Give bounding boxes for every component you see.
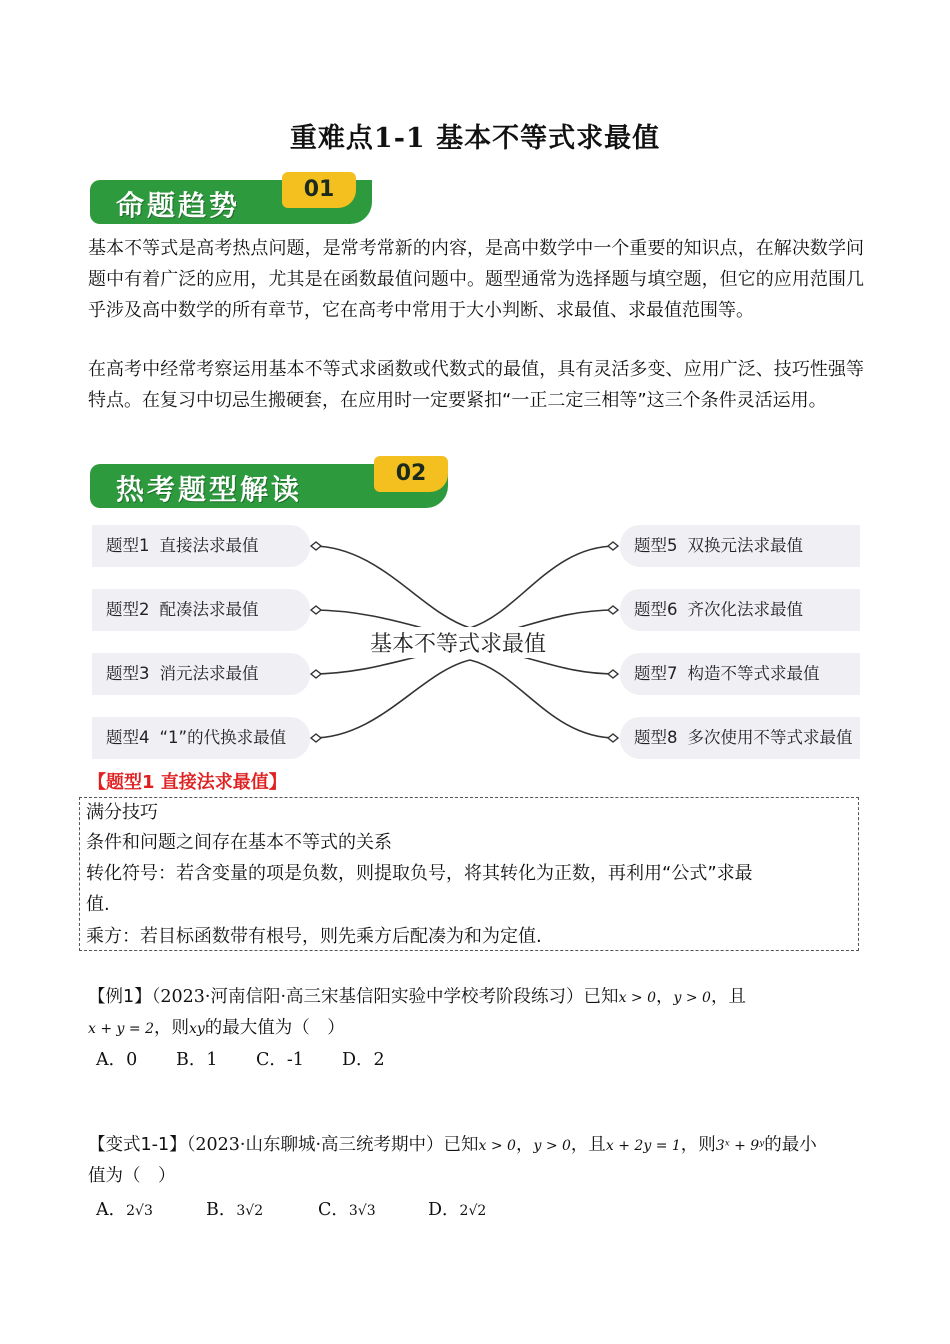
topic-number: 题型3	[106, 664, 150, 683]
math-sum-condition: x + 2y = 1	[605, 1138, 681, 1154]
separator: ，	[656, 987, 674, 1007]
section-heading: 【题型1 直接法求最值】	[88, 772, 287, 793]
math-sum-condition: x + y = 2	[88, 1021, 154, 1037]
topic-name: 配凑法求最值	[159, 600, 259, 619]
topic-3	[92, 653, 310, 695]
tip-title: 满分技巧	[86, 802, 158, 823]
topic-6	[620, 589, 860, 631]
topic-number: 题型2	[106, 600, 150, 619]
topic-name: 消元法求最值	[159, 664, 259, 683]
topic-number: 题型5	[634, 536, 678, 555]
topic-name: 双换元法求最值	[687, 536, 803, 555]
node-diamond-r2	[608, 606, 618, 614]
connector-left-1	[312, 546, 470, 628]
example-1-option-d: D．2	[342, 1050, 385, 1070]
separator: ，且	[570, 1135, 606, 1155]
variant-tag: 【变式1-1】	[88, 1135, 187, 1155]
topic-number: 题型1	[106, 536, 150, 555]
banner-label: 热考题型解读	[116, 473, 303, 506]
tip-line-2-cont: 值.	[86, 894, 110, 915]
topic-name: 多次使用不等式求最值	[687, 728, 853, 747]
example-tag: 【例1】	[88, 987, 152, 1007]
variant-option-c	[318, 1196, 376, 1221]
node-diamond-l3	[311, 670, 321, 678]
node-diamond-r1	[608, 542, 618, 550]
math-x-positive: x > 0	[618, 990, 656, 1006]
variant-option-a	[96, 1196, 153, 1221]
question-text: 的最大值为（ ）	[204, 1018, 345, 1038]
topic-7	[620, 653, 860, 695]
math-xy: xy	[188, 1021, 205, 1037]
example-1-line-2	[88, 1014, 345, 1039]
connector-right-4	[470, 660, 616, 738]
example-1-option-c: C．-1	[256, 1050, 304, 1070]
topic-number: 题型4	[106, 728, 150, 747]
separator: ，且	[710, 987, 746, 1007]
banner-number: 01	[282, 172, 356, 208]
question-text: 的最小	[764, 1135, 817, 1155]
option-label: B．	[206, 1200, 237, 1220]
node-diamond-l4	[311, 734, 321, 742]
topic-number: 题型6	[634, 600, 678, 619]
topic-name: 齐次化法求最值	[687, 600, 803, 619]
topic-number: 题型7	[634, 664, 678, 683]
option-value: 3√2	[236, 1203, 264, 1219]
banner-number: 02	[374, 456, 448, 492]
option-label: C．	[318, 1200, 349, 1220]
option-value: 3√3	[348, 1203, 376, 1219]
topic-8	[620, 717, 860, 759]
example-source: （2023·河南信阳·高三宋基信阳实验中学校考阶段练习）已知	[151, 987, 619, 1007]
variant-option-b	[206, 1196, 263, 1221]
connector-left-4	[312, 660, 470, 738]
option-label: D．	[428, 1200, 460, 1220]
variant-1-1-line-1	[88, 1131, 817, 1156]
option-value: 2√2	[459, 1203, 487, 1219]
topic-4	[92, 717, 310, 759]
question-text: ，则	[680, 1135, 716, 1155]
variant-source: （2023·山东聊城·高三统考期中）已知	[186, 1135, 479, 1155]
topic-name: 构造不等式求最值	[687, 664, 820, 683]
node-diamond-r4	[608, 734, 618, 742]
topic-5	[620, 525, 860, 567]
page-title: 重难点1-1 基本不等式求最值	[289, 123, 661, 154]
example-1-option-a: A．0	[96, 1050, 138, 1070]
topic-number: 题型8	[634, 728, 678, 747]
node-diamond-l2	[311, 606, 321, 614]
topic-name: “1”的代换求最值	[159, 728, 287, 747]
variant-1-1-line-2: 值为（ ）	[88, 1166, 176, 1186]
tip-line-2: 转化符号：若含变量的项是负数，则提取负号，将其转化为正数，再利用“公式”求最	[86, 863, 753, 884]
mindmap-center: 基本不等式求最值	[366, 627, 550, 658]
example-1-option-b: B．1	[176, 1050, 218, 1070]
question-text: ，则	[153, 1018, 189, 1038]
math-y-positive: y > 0	[673, 990, 711, 1006]
tip-line-3: 乘方：若目标函数带有根号，则先乘方后配凑为和为定值.	[86, 926, 542, 947]
topic-1	[92, 525, 310, 567]
tip-line-1: 条件和问题之间存在基本不等式的关系	[86, 832, 392, 853]
trend-paragraph-1: 基本不等式是高考热点问题，是常考常新的内容，是高中数学中一个重要的知识点，在解决数学问题中有着广泛的应用，尤其是在函数最值问题中。题型通常为选择题与填空题，但它的应用范围几乎涉及高中数学的所有章节，它在高考中常用于大小判断、求最值、求最值范围等。	[88, 238, 864, 321]
math-target-expr: 3ˣ + 9ʸ	[715, 1138, 765, 1154]
banner-label: 命题趋势	[116, 189, 241, 222]
math-y-positive: y > 0	[533, 1138, 571, 1154]
option-label: A．	[96, 1200, 127, 1220]
node-diamond-r3	[608, 670, 618, 678]
variant-option-d	[428, 1196, 486, 1221]
math-x-positive: x > 0	[478, 1138, 516, 1154]
option-value: 2√3	[126, 1203, 153, 1219]
node-diamond-l1	[311, 542, 321, 550]
separator: ，	[515, 1135, 534, 1155]
example-1-line-1	[88, 983, 746, 1008]
topic-name: 直接法求最值	[159, 536, 259, 555]
trend-paragraph-2: 在高考中经常考察运用基本不等式求函数或代数式的最值，具有灵活多变、应用广泛、技巧性强等特点。在复习中切忌生搬硬套，在应用时一定要紧扣“一正二定三相等”这三个条件灵活运用。	[88, 359, 864, 411]
topic-2	[92, 589, 310, 631]
connector-right-1	[470, 546, 616, 628]
